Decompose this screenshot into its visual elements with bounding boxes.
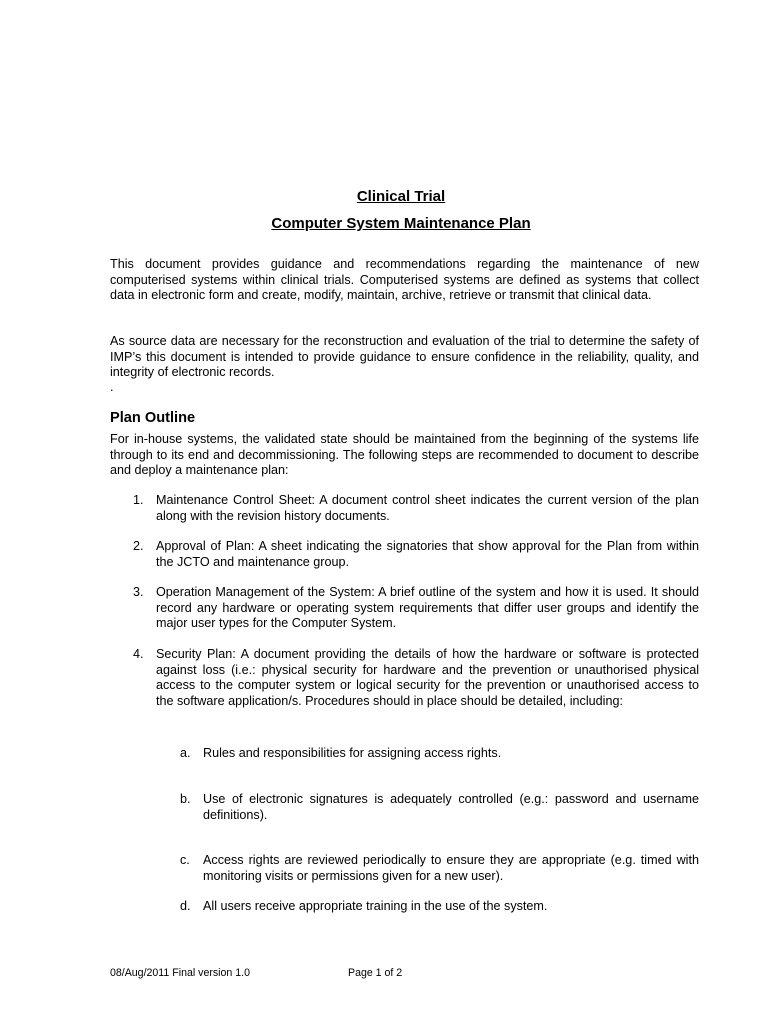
sub-list-item-text: Access rights are reviewed periodically to ensure they are appropriate (e.g. timed with monitoring visits or permissions given for a new user). <box>203 853 699 883</box>
list-item-number: 1. <box>133 493 144 507</box>
sub-list-item-text: Use of electronic signatures is adequately controlled (e.g.: password and username definitions). <box>203 792 699 822</box>
document-title: Clinical Trial <box>356 188 446 205</box>
section-heading: Plan Outline <box>110 410 196 426</box>
list-item-text: Approval of Plan: A sheet indicating the signatories that show approval for the Plan from within the JCTO and maintenance group. <box>156 539 699 569</box>
section-paragraph: For in-house systems, the validated state should be maintained from the beginning of the systems life through to its end and decommissioning. The following steps are recommended to document to describe and deploy a maintenance plan: <box>110 432 699 477</box>
intro-paragraph-2: As source data are necessary for the reconstruction and evaluation of the trial to determine the safety of IMP’s this document is intended to provide guidance to ensure confidence in the reliability, quality, and integrity of electronic records. <box>110 334 699 379</box>
list-item-text: Maintenance Control Sheet: A document control sheet indicates the current version of the plan along with the revision history documents. <box>156 493 699 523</box>
sub-list-item-letter: a. <box>180 746 191 760</box>
list-item-number: 4. <box>133 647 144 661</box>
document-subtitle: Computer System Maintenance Plan <box>271 215 531 232</box>
list-item-number: 2. <box>133 539 144 553</box>
footer-page-number: Page 1 of 2 <box>348 967 403 979</box>
list-item-text: Security Plan: A document providing the details of how the hardware or software is protected against loss (i.e.: physical security for hardware and the prevention or unauthorised physical access to the computer system or logical security for the prevention or unauthorised access to the software application/s. Procedures should in place should be detailed, including: <box>156 647 699 708</box>
stray-dot: . <box>110 380 114 394</box>
sub-list-item-letter: d. <box>180 899 191 913</box>
sub-list-item-text: All users receive appropriate training in the use of the system. <box>203 899 548 913</box>
sub-list-item-text: Rules and responsibilities for assigning access rights. <box>203 746 502 760</box>
sub-list-item-letter: c. <box>180 853 190 867</box>
footer-version: 08/Aug/2011 Final version 1.0 <box>110 967 250 979</box>
intro-paragraph-1: This document provides guidance and recommendations regarding the maintenance of new computerised systems within clinical trials. Computerised systems are defined as systems that collect data in electronic form and create, modify, maintain, archive, retrieve or transmit that clinical data. <box>110 257 699 302</box>
sub-list-item-letter: b. <box>180 792 191 806</box>
list-item-number: 3. <box>133 585 144 599</box>
list-item-text: Operation Management of the System: A brief outline of the system and how it is used. It should record any hardware or operating system requirements that differ user groups and identify the major user types for the Computer System. <box>156 585 699 630</box>
